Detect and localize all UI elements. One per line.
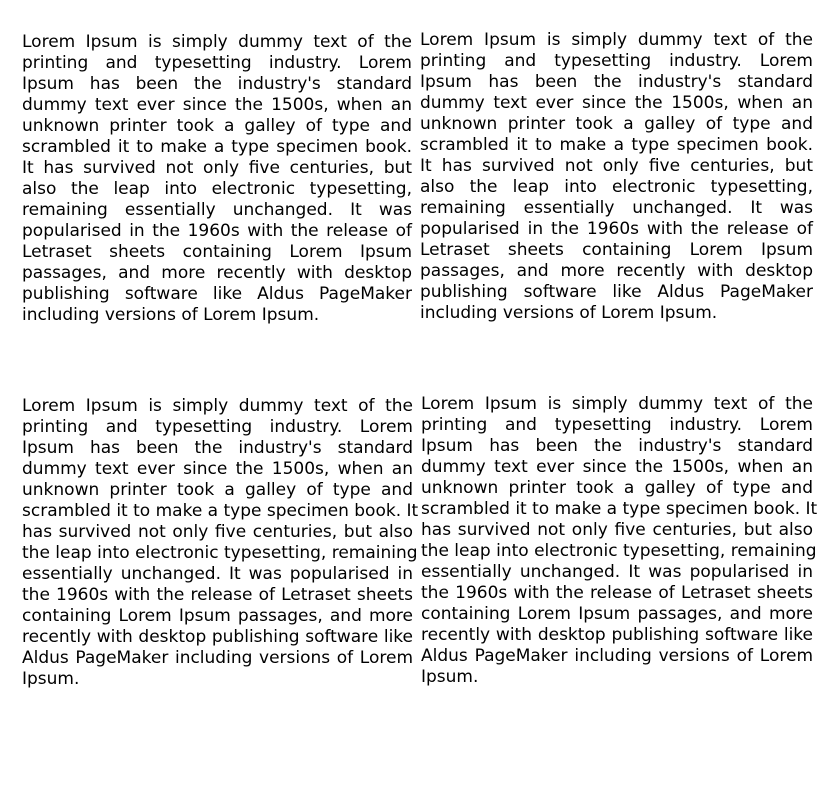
text-line: Ipsum has been the industry's standard — [421, 436, 813, 456]
text-line: Ipsum. — [421, 667, 479, 687]
text-line: popularised in the 1960s with the release of — [420, 219, 813, 239]
text-line: scrambled it to make a type specimen book. — [420, 135, 813, 155]
text-line: publishing software like Aldus PageMaker — [420, 282, 813, 302]
text-line: scrambled it to make a type specimen book. It — [22, 501, 419, 521]
text-line: Aldus PageMaker including versions of Lorem — [22, 648, 413, 668]
text-line: the 1960s with the release of Letraset sheets — [421, 583, 813, 603]
text-line: the leap into electronic typesetting, remaining — [421, 541, 817, 561]
text-line: has survived not only five centuries, but also — [421, 520, 813, 540]
text-line: passages, and more recently with desktop — [22, 263, 412, 283]
text-line: passages, and more recently with desktop — [420, 261, 813, 281]
text-line: including versions of Lorem Ipsum. — [420, 303, 718, 323]
text-line: containing Lorem Ipsum passages, and more — [22, 606, 413, 626]
text-line: unknown printer took a galley of type and — [421, 478, 813, 498]
text-line: essentially unchanged. It was popularised in — [22, 564, 413, 584]
text-line: popularised in the 1960s with the release of — [22, 221, 412, 241]
text-line: Aldus PageMaker including versions of Lorem — [421, 646, 813, 666]
text-line: It has survived not only five centuries, but — [22, 158, 412, 178]
text-block-inner — [421, 394, 817, 688]
text-line: the 1960s with the release of Letraset sheets — [22, 585, 413, 605]
text-line: Letraset sheets containing Lorem Ipsum — [420, 240, 813, 260]
text-line: dummy text ever since the 1500s, when an — [22, 459, 413, 479]
text-line: unknown printer took a galley of type and — [420, 114, 813, 134]
text-line: Letraset sheets containing Lorem Ipsum — [22, 242, 412, 262]
text-line: printing and typesetting industry. Lorem — [22, 53, 412, 73]
text-line: Lorem Ipsum is simply dummy text of the — [22, 32, 412, 52]
text-line: printing and typesetting industry. Lorem — [420, 51, 813, 71]
text-line: scrambled it to make a type specimen book. It — [421, 499, 817, 519]
text-line: Ipsum has been the industry's standard — [420, 72, 813, 92]
text-line: unknown printer took a galley of type and — [22, 116, 412, 136]
text-line: scrambled it to make a type specimen book. — [22, 137, 412, 157]
text-line: essentially unchanged. It was popularised in — [421, 562, 813, 582]
text-line: It has survived not only five centuries, but — [420, 156, 813, 176]
text-line: the leap into electronic typesetting, remaining — [22, 543, 418, 563]
text-block-top-right — [420, 30, 813, 330]
text-line: containing Lorem Ipsum passages, and more — [421, 604, 813, 624]
text-line: recently with desktop publishing software like — [421, 625, 813, 645]
text-block-inner — [22, 396, 419, 690]
text-block-bottom-right — [421, 394, 817, 694]
text-line: printing and typesetting industry. Lorem — [421, 415, 813, 435]
text-line: remaining essentially unchanged. It was — [22, 200, 412, 220]
text-line: Ipsum has been the industry's standard — [22, 438, 413, 458]
text-line: Lorem Ipsum is simply dummy text of the — [22, 396, 413, 416]
text-line: also the leap into electronic typesetting, — [22, 179, 412, 199]
text-line: remaining essentially unchanged. It was — [420, 198, 813, 218]
text-line: Ipsum has been the industry's standard — [22, 74, 412, 94]
text-block-inner — [420, 30, 813, 324]
text-line: including versions of Lorem Ipsum. — [22, 305, 320, 325]
text-line: recently with desktop publishing software like — [22, 627, 413, 647]
text-line: dummy text ever since the 1500s, when an — [22, 95, 412, 115]
text-block-top-left — [22, 32, 412, 332]
text-line: dummy text ever since the 1500s, when an — [420, 93, 813, 113]
text-line: also the leap into electronic typesetting, — [420, 177, 813, 197]
text-block-bottom-left — [22, 396, 419, 696]
text-line: Lorem Ipsum is simply dummy text of the — [420, 30, 813, 50]
text-block-inner — [22, 32, 412, 326]
text-line: has survived not only five centuries, but also — [22, 522, 413, 542]
text-line: publishing software like Aldus PageMaker — [22, 284, 412, 304]
text-line: Ipsum. — [22, 669, 80, 689]
text-line: unknown printer took a galley of type and — [22, 480, 413, 500]
text-line: printing and typesetting industry. Lorem — [22, 417, 413, 437]
text-line: dummy text ever since the 1500s, when an — [421, 457, 813, 477]
text-line: Lorem Ipsum is simply dummy text of the — [421, 394, 813, 414]
